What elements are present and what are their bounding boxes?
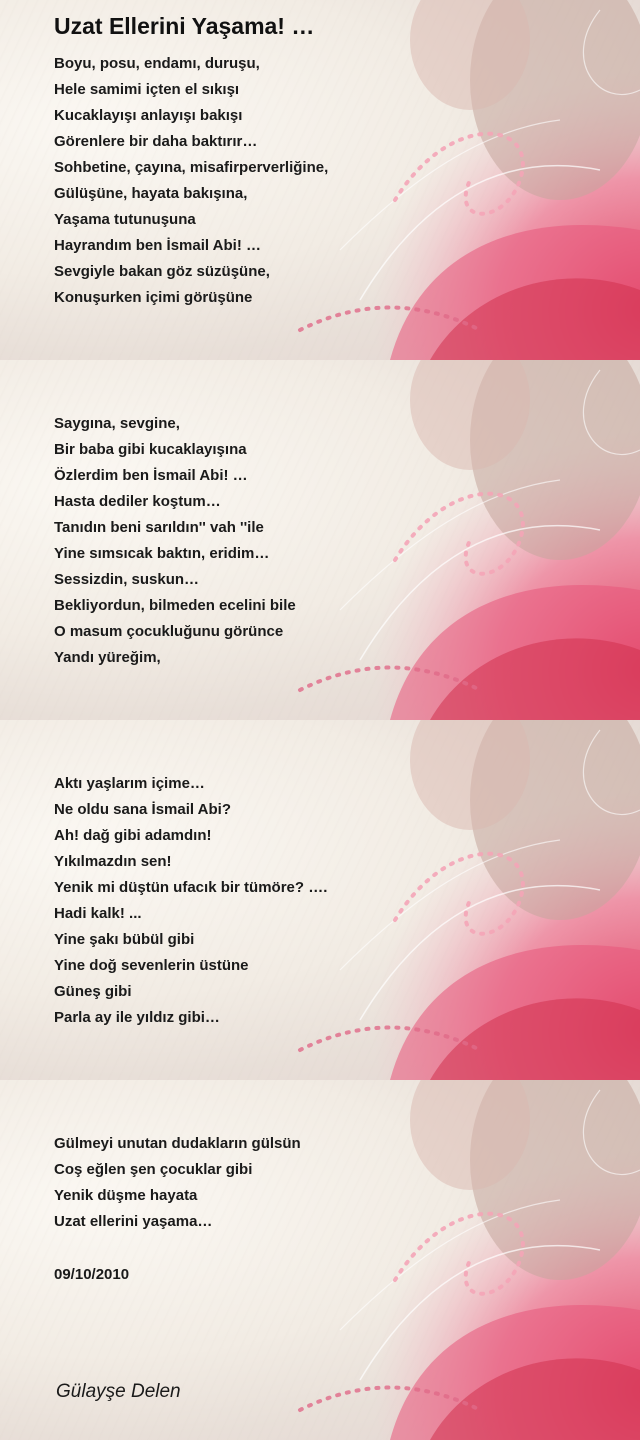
poem-line: Konuşurken içimi görüşüne — [54, 289, 253, 306]
poem-line: Kucaklayışı anlayışı bakışı — [54, 107, 243, 124]
poem-panel-2 — [0, 360, 640, 720]
poem-author: Gülayşe Delen — [56, 1381, 181, 1402]
poem-line: Yenik mi düştün ufacık bir tümöre? …. — [54, 879, 328, 896]
poem-panel-3 — [0, 720, 640, 1080]
poem-panel-4 — [0, 1080, 640, 1440]
poem-line: Yenik düşme hayata — [54, 1187, 198, 1204]
poem-line: Hadi kalk! ... — [54, 905, 142, 922]
poem-line: Hayrandım ben İsmail Abi! … — [54, 237, 261, 254]
poem-title: Uzat Ellerini Yaşama! … — [54, 13, 315, 39]
poem-line: Yine doğ sevenlerin üstüne — [54, 957, 249, 974]
stanza-1 — [54, 51, 328, 311]
poem-line: Tanıdın beni sarıldın'' vah ''ile — [54, 519, 264, 536]
poem-line: Özlerdim ben İsmail Abi! … — [54, 467, 248, 484]
poem-line: Hasta dediler koştum… — [54, 493, 221, 510]
poem-line: Sessizdin, suskun… — [54, 571, 200, 588]
poem-line: Yıkılmazdın sen! — [54, 853, 172, 870]
poem-line: Hele samimi içten el sıkışı — [54, 81, 240, 98]
poem-line: Coş eğlen şen çocuklar gibi — [54, 1161, 253, 1178]
poem-line: O masum çocukluğunu görünce — [54, 623, 284, 640]
poem-line: Parla ay ile yıldız gibi… — [54, 1009, 220, 1026]
stanza-2 — [54, 411, 296, 671]
poem-line: Gülmeyi unutan dudakların gülsün — [54, 1135, 301, 1152]
poem-line: Yandı yüreğim, — [54, 649, 161, 666]
poem-line: Bir baba gibi kucaklayışına — [54, 441, 247, 458]
poem-panel-1 — [0, 0, 640, 360]
poem-line: Ne oldu sana İsmail Abi? — [54, 801, 231, 818]
poem-line: Ah! dağ gibi adamdın! — [54, 827, 212, 844]
poem-line: Bekliyordun, bilmeden ecelini bile — [54, 597, 296, 614]
poem-line: Sohbetine, çayına, misafirperverliğine, — [54, 159, 329, 176]
stanza-3 — [54, 771, 327, 1031]
poem-line: Sevgiyle bakan göz süzüşüne, — [54, 263, 270, 280]
poem-line: Yaşama tutunuşuna — [54, 211, 196, 228]
poem-line: Yine şakı bübül gibi — [54, 931, 195, 948]
poem-line: Uzat ellerini yaşama… — [54, 1213, 213, 1230]
poem-line: Yine sımsıcak baktın, eridim… — [54, 545, 270, 562]
poem-line: Görenlere bir daha baktırır… — [54, 133, 258, 150]
poem-line: Boyu, posu, endamı, duruşu, — [54, 55, 260, 72]
poem-line: Güneş gibi — [54, 983, 132, 1000]
poem-line: Saygına, sevgine, — [54, 415, 180, 432]
stanza-4 — [54, 1131, 301, 1235]
poem-line: Gülüşüne, hayata bakışına, — [54, 185, 248, 202]
poem-date: 09/10/2010 — [54, 1266, 130, 1283]
poem-line: Aktı yaşlarım içime… — [54, 775, 205, 792]
